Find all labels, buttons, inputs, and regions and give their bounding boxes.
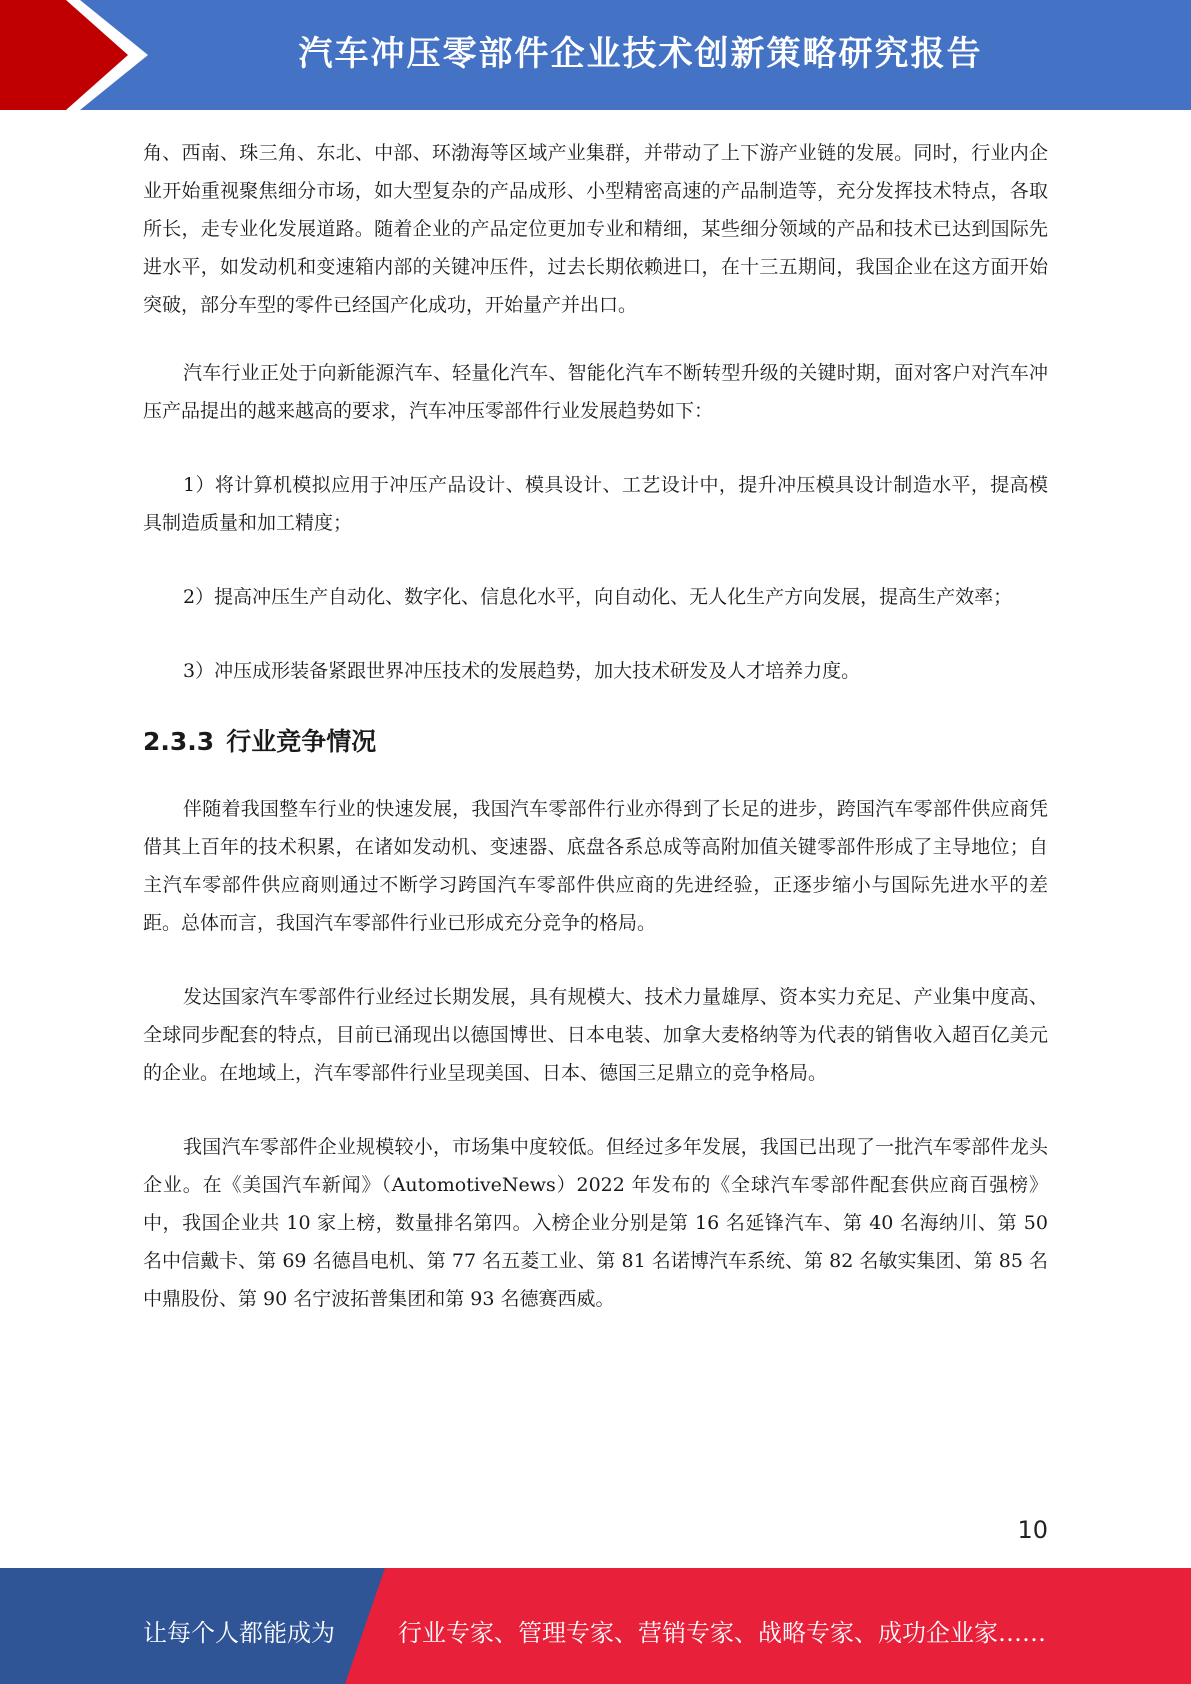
page-number: 10 (1017, 1516, 1048, 1544)
body-paragraph: 角、西南、珠三角、东北、中部、环渤海等区域产业集群，并带动了上下游产业链的发展。同时，行业内企业开始重视聚焦细分市场，如大型复杂的产品成形、小型精密高速的产品制造等，充分发挥技术特点，各取所长，走专业化发展道路。随着企业的产品定位更加专业和精细，某些细分领域的产品和技术已达到国际先进水平，如发动机和变速箱内部的关键冲压件，过去长期依赖进口，在十三五期间，我国企业在这方面开始突破，部分车型的零件已经国产化成功，开始量产并出口。 (143, 142, 1048, 316)
section-title: 行业竞争情况 (226, 727, 377, 756)
section-number: 2.3.3 (143, 727, 215, 756)
header-arrow-decoration (0, 0, 160, 110)
trend-item-2: 2）提高冲压生产自动化、数字化、信息化水平，向自动化、无人化生产方向发展，提高生产效率； (183, 586, 1013, 608)
section-heading (143, 720, 1048, 764)
header-banner (0, 0, 1191, 110)
footer-slogan-right: 行业专家、管理专家、营销专家、战略专家、成功企业家…… (398, 1619, 1046, 1647)
page-content (143, 134, 1048, 1354)
trend-item-1: 1）将计算机模拟应用于冲压产品设计、模具设计、工艺设计中，提升冲压模具设计制造水平，提高模具制造质量和加工精度； (143, 474, 1048, 534)
trend-item-3: 3）冲压成形装备紧跟世界冲压技术的发展趋势，加大技术研发及人才培养力度。 (183, 660, 861, 682)
body-paragraph: 伴随着我国整车行业的快速发展，我国汽车零部件行业亦得到了长足的进步，跨国汽车零部件供应商凭借其上百年的技术积累，在诸如发动机、变速器、底盘各系总成等高附加值关键零部件形成了主导地位；自主汽车零部件供应商则通过不断学习跨国汽车零部件供应商的先进经验，正逐步缩小与国际先进水平的差距。总体而言，我国汽车零部件行业已形成充分竞争的格局。 (143, 798, 1048, 934)
body-paragraph: 我国汽车零部件企业规模较小，市场集中度较低。但经过多年发展，我国已出现了一批汽车零部件龙头企业。在《美国汽车新闻》（AutomotiveNews）2022 年发布的《全球汽车零部件配套供应商百强榜》中，我国企业共 10 家上榜，数量排名第四。入榜企业分别是第 16 名延锋汽车、第 40 名海纳川、第 50 名中信戴卡、第 69 名德昌电机、第 77 名五菱工业、第 81 名诺博汽车系统、第 82 名敏实集团、第 85 名中鼎股份、第 90 名宁波拓普集团和第 93 名德赛西威。 (143, 1136, 1048, 1310)
document-title: 汽车冲压零部件企业技术创新策略研究报告 (298, 34, 983, 74)
footer-banner (0, 1568, 1191, 1684)
body-paragraph: 汽车行业正处于向新能源汽车、轻量化汽车、智能化汽车不断转型升级的关键时期，面对客户对汽车冲压产品提出的越来越高的要求，汽车冲压零部件行业发展趋势如下： (143, 362, 1048, 422)
body-paragraph: 发达国家汽车零部件行业经过长期发展，具有规模大、技术力量雄厚、资本实力充足、产业集中度高、全球同步配套的特点，目前已涌现出以德国博世、日本电装、加拿大麦格纳等为代表的销售收入超百亿美元的企业。在地域上，汽车零部件行业呈现美国、日本、德国三足鼎立的竞争格局。 (143, 986, 1048, 1084)
footer-slogan-left: 让每个人都能成为 (143, 1619, 335, 1647)
